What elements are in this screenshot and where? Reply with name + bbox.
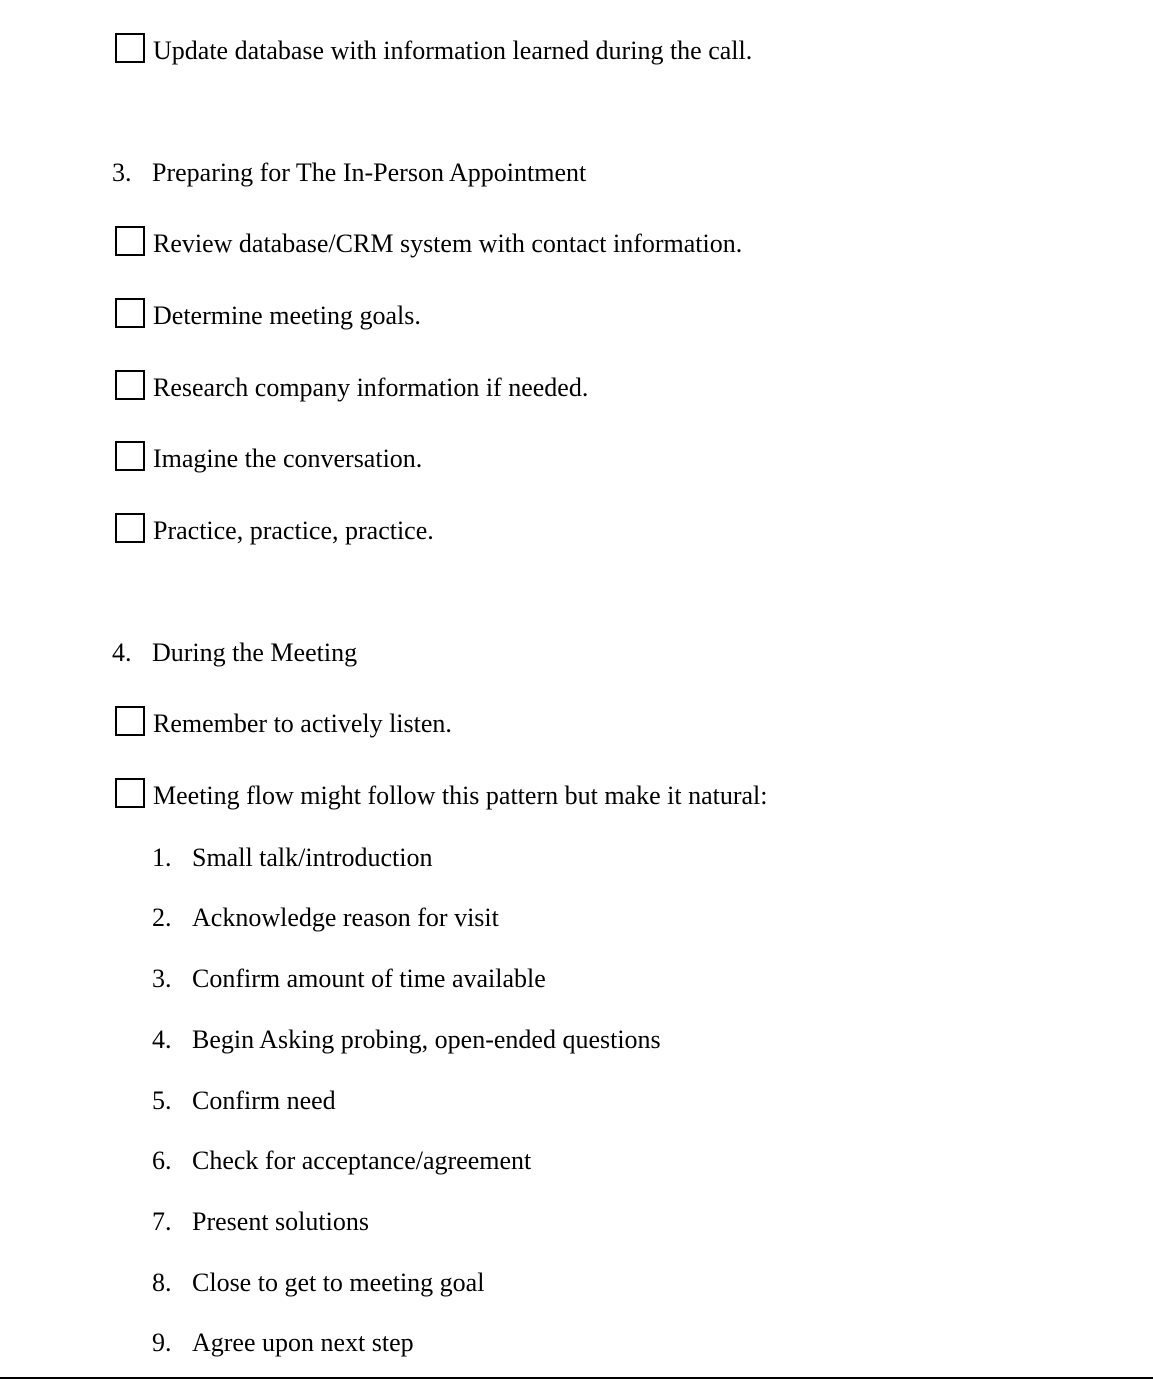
checklist-item [115,229,742,259]
checklist-item-label: Imagine the conversation. [153,444,423,473]
flow-step [152,903,499,933]
checkbox-icon[interactable] [115,513,145,543]
checklist-item [115,516,434,546]
section-number: 3. [112,158,132,187]
flow-step [152,1025,661,1055]
flow-step-number: 5. [152,1086,172,1115]
checklist-item-label: Determine meeting goals. [153,301,421,330]
flow-step-text: Check for acceptance/agreement [192,1146,532,1175]
flow-step-text: Agree upon next step [192,1328,414,1357]
flow-step-number: 3. [152,964,172,993]
checklist-item [115,301,421,331]
flow-step [152,1268,484,1298]
flow-step-number: 8. [152,1268,172,1297]
checklist-item-label: Meeting flow might follow this pattern but make it natural: [153,781,768,810]
checklist-item-label: Update database with information learned during the call. [153,36,753,65]
flow-step-text: Begin Asking probing, open-ended questions [192,1025,661,1054]
flow-step-text: Present solutions [192,1207,369,1236]
flow-step [152,1328,414,1358]
flow-step-text: Acknowledge reason for visit [192,903,499,932]
checklist-item-label: Practice, practice, practice. [153,516,434,545]
flow-step-text: Small talk/introduction [192,843,433,872]
checkbox-icon[interactable] [115,33,145,63]
section-heading-3 [112,158,586,188]
checklist-item-label: Review database/CRM system with contact information. [153,229,743,258]
checklist-item [115,373,588,403]
section-title: Preparing for The In-Person Appointment [152,158,587,187]
checkbox-icon[interactable] [115,706,145,736]
flow-step-number: 7. [152,1207,172,1236]
flow-step [152,964,546,994]
checklist-item [115,709,452,739]
flow-step-number: 4. [152,1025,172,1054]
flow-step [152,1086,336,1116]
flow-step [152,843,432,873]
section-heading-4 [112,638,357,668]
flow-step [152,1146,531,1176]
flow-step-text: Close to get to meeting goal [192,1268,485,1297]
checklist-item [115,444,422,474]
checklist-item-label: Remember to actively listen. [153,709,452,738]
flow-step-text: Confirm need [192,1086,336,1115]
checklist-item [115,781,768,811]
section-number: 4. [112,638,132,667]
section-title: During the Meeting [152,638,358,667]
flow-step [152,1207,369,1237]
checkbox-icon[interactable] [115,370,145,400]
flow-step-number: 2. [152,903,172,932]
flow-step-number: 9. [152,1328,172,1357]
checkbox-icon[interactable] [115,778,145,808]
flow-step-text: Confirm amount of time available [192,964,546,993]
checklist-item-label: Research company information if needed. [153,373,589,402]
flow-step-number: 6. [152,1146,172,1175]
checkbox-icon[interactable] [115,298,145,328]
checkbox-icon[interactable] [115,441,145,471]
checkbox-icon[interactable] [115,226,145,256]
checklist-item-update-database [115,36,752,66]
flow-step-number: 1. [152,843,172,872]
